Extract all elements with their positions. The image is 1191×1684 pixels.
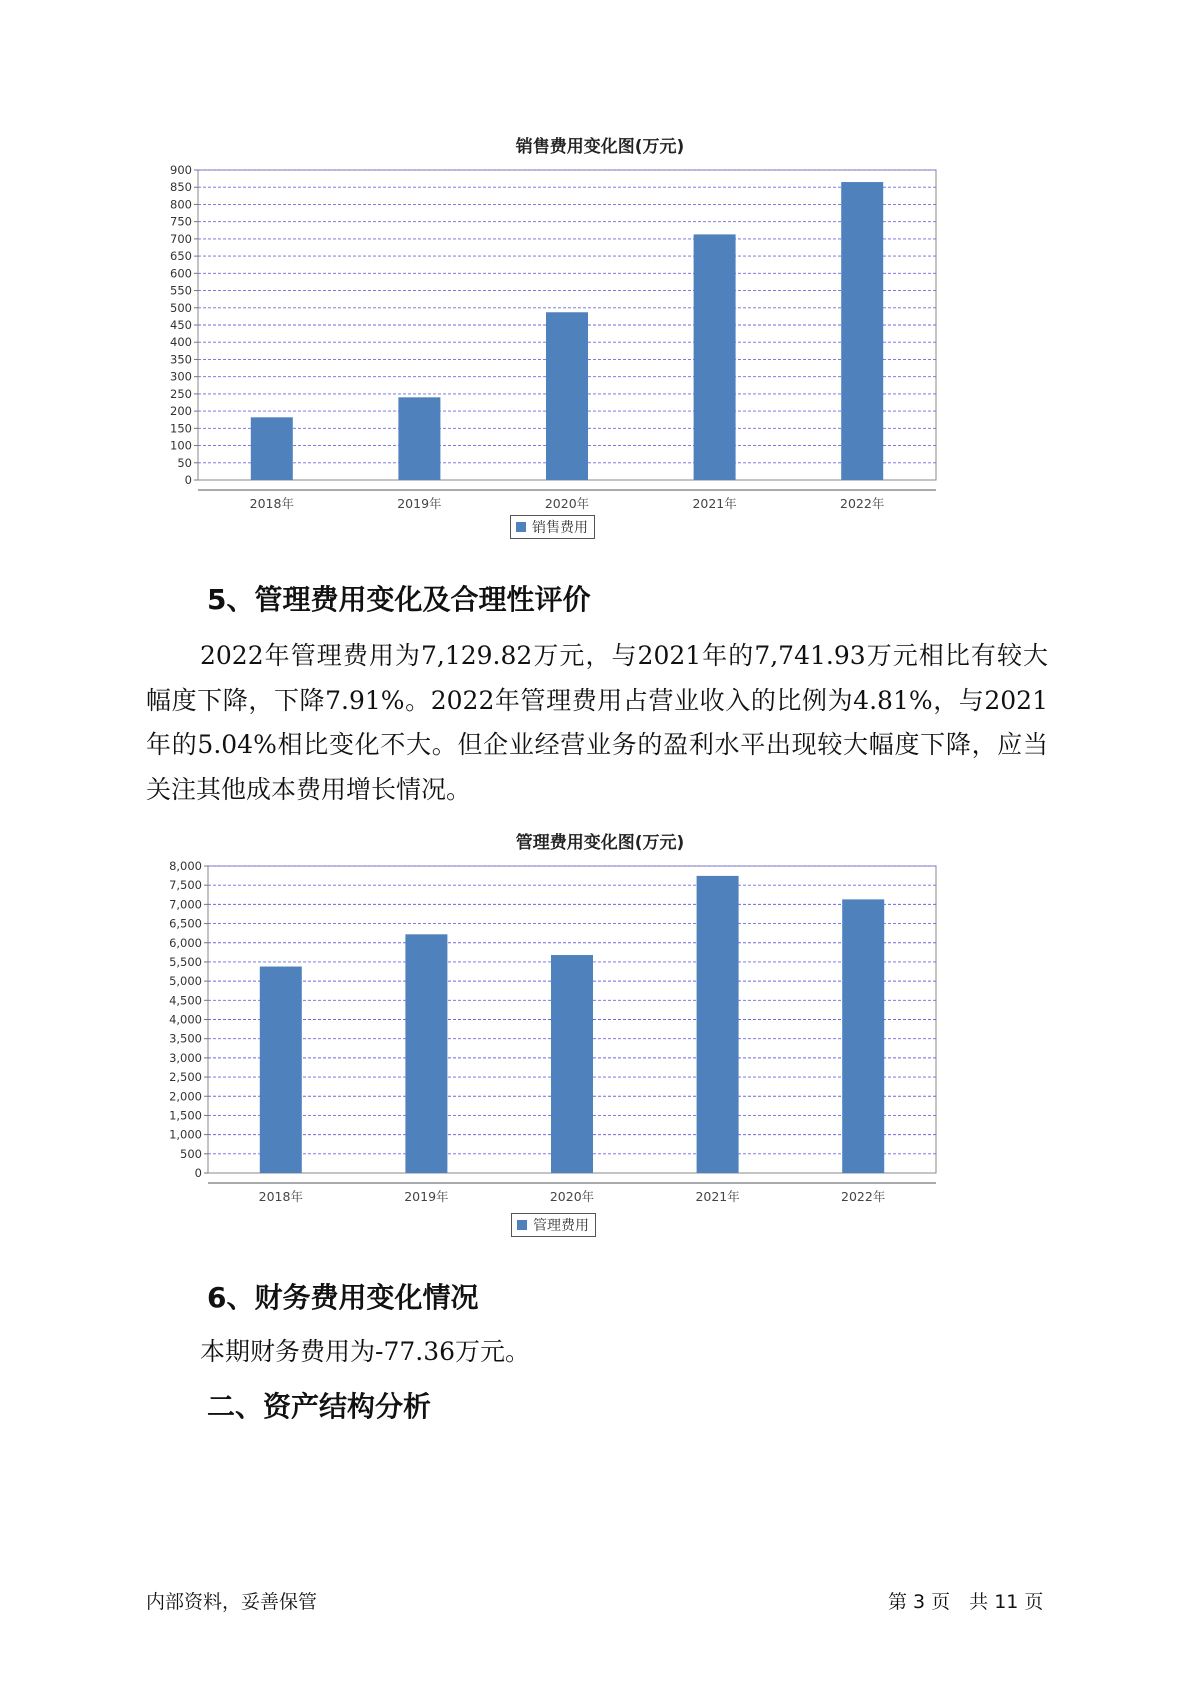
x-tick-label: 2020年 — [549, 1189, 595, 1204]
bar — [841, 182, 883, 480]
y-tick-label: 800 — [170, 197, 192, 212]
y-tick-label: 4,000 — [169, 1012, 202, 1027]
bar — [398, 397, 440, 480]
x-tick-label: 2022年 — [841, 1189, 886, 1204]
y-tick-label: 850 — [170, 180, 192, 195]
sales-expense-chart — [160, 130, 1040, 550]
legend-swatch — [517, 1220, 527, 1230]
y-tick-label: 1,000 — [169, 1127, 202, 1142]
bar — [697, 876, 739, 1173]
section-paragraph-6 — [146, 1330, 1048, 1375]
y-tick-label: 0 — [194, 1166, 202, 1180]
y-tick-label: 8,000 — [169, 859, 202, 873]
y-tick-label: 150 — [170, 421, 192, 436]
bar — [546, 312, 588, 480]
y-tick-label: 500 — [180, 1146, 202, 1161]
y-tick-label: 350 — [170, 352, 192, 367]
footer-left: 内部资料，妥善保管 — [146, 1591, 318, 1613]
chart-legend — [511, 1213, 596, 1237]
y-tick-label: 750 — [170, 214, 192, 229]
y-tick-label: 650 — [170, 249, 192, 264]
y-tick-label: 900 — [170, 163, 192, 177]
legend-label: 销售费用 — [532, 520, 588, 536]
y-tick-label: 100 — [170, 438, 192, 453]
chart-title: 管理费用变化图(万元) — [515, 833, 685, 853]
y-tick-label: 2,000 — [169, 1089, 202, 1104]
x-tick-label: 2021年 — [695, 1189, 740, 1204]
x-tick-label: 2020年 — [544, 496, 590, 511]
section-heading-6: 6、财务费用变化情况 — [207, 1281, 479, 1314]
y-tick-label: 250 — [170, 386, 192, 401]
y-tick-label: 300 — [170, 369, 192, 384]
bar — [694, 234, 736, 480]
x-tick-label: 2018年 — [249, 496, 294, 511]
y-tick-label: 6,500 — [169, 916, 202, 931]
y-tick-label: 550 — [170, 283, 192, 298]
y-tick-label: 5,500 — [169, 954, 202, 969]
paragraph-text: 2022年管理费用为7,129.82万元，与2021年的7,741.93万元相比有较大幅度下降，下降7.91%。2022年管理费用占营业收入的比例为4.81%，与2021年的5.04%相比变化不大。但企业经营业务的盈利水平出现较大幅度下降，应当关注其他成本费用增长情况。 — [146, 641, 1048, 804]
y-tick-label: 5,000 — [169, 974, 202, 989]
y-tick-label: 600 — [170, 266, 192, 281]
chart-legend — [510, 515, 595, 539]
x-tick-label: 2022年 — [840, 496, 885, 511]
bar — [260, 967, 302, 1173]
x-tick-label: 2019年 — [404, 1189, 449, 1204]
chart-plot — [160, 160, 1040, 530]
y-tick-label: 3,000 — [169, 1050, 202, 1065]
legend-label: 管理费用 — [533, 1218, 589, 1234]
footer-right: 第 3 页 共 11 页 — [888, 1591, 1044, 1613]
y-tick-label: 400 — [170, 335, 192, 350]
chart-plot — [160, 856, 1040, 1226]
y-tick-label: 450 — [170, 318, 192, 332]
part-heading-2: 二、资产结构分析 — [207, 1390, 432, 1423]
y-tick-label: 500 — [170, 300, 192, 315]
y-tick-label: 2,500 — [169, 1070, 202, 1085]
y-tick-label: 200 — [170, 404, 192, 419]
admin-expense-chart — [160, 826, 1040, 1246]
bar — [405, 934, 447, 1173]
x-tick-label: 2018年 — [258, 1189, 303, 1204]
paragraph-text: 本期财务费用为-77.36万元。 — [200, 1337, 531, 1366]
y-tick-label: 50 — [177, 455, 192, 470]
y-tick-label: 3,500 — [169, 1031, 202, 1046]
y-tick-label: 700 — [170, 231, 192, 246]
y-tick-label: 0 — [184, 473, 192, 487]
x-tick-label: 2019年 — [397, 496, 442, 511]
bar — [551, 955, 593, 1173]
bar — [251, 417, 293, 480]
x-tick-label: 2021年 — [692, 496, 737, 511]
y-tick-label: 7,500 — [169, 878, 202, 893]
legend-swatch — [516, 522, 526, 532]
y-tick-label: 6,000 — [169, 935, 202, 950]
y-tick-label: 1,500 — [169, 1108, 202, 1123]
y-tick-label: 4,500 — [169, 993, 202, 1008]
section-heading-5: 5、管理费用变化及合理性评价 — [207, 583, 591, 616]
section-paragraph-5 — [146, 634, 1048, 812]
chart-title: 销售费用变化图(万元) — [515, 137, 685, 157]
y-tick-label: 7,000 — [169, 897, 202, 912]
bar — [842, 899, 884, 1173]
